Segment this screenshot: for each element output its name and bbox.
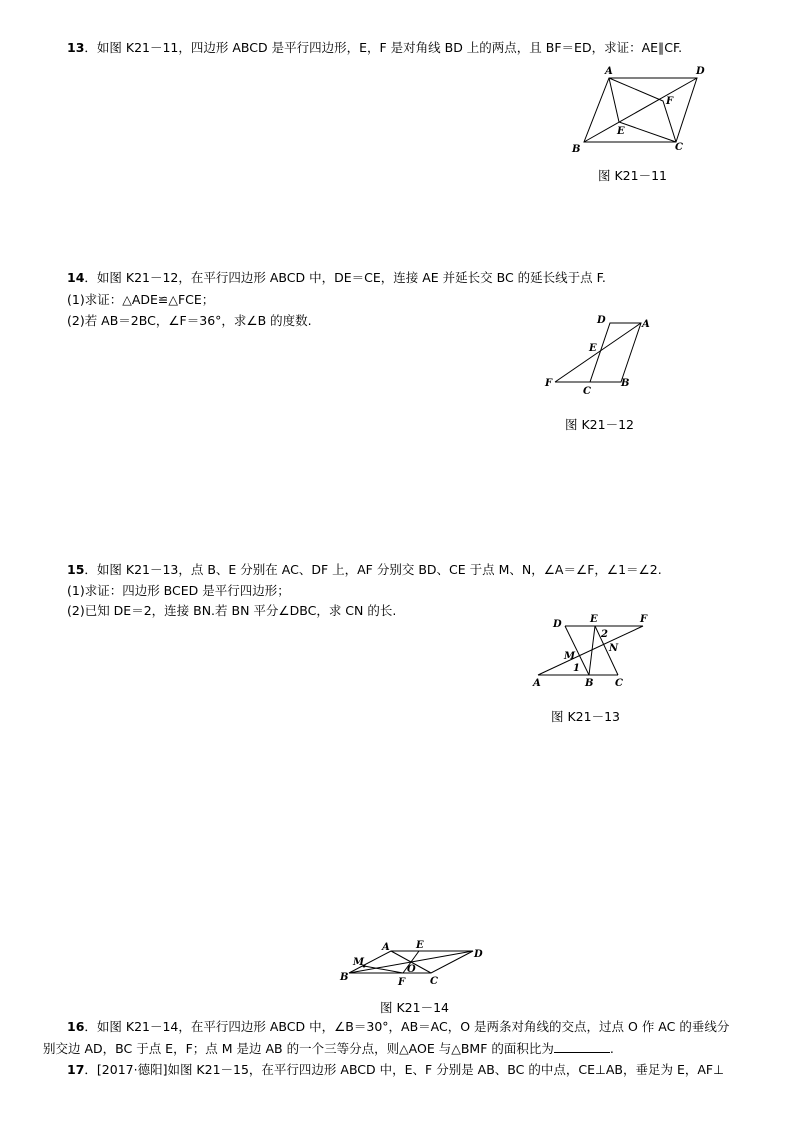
q16-answer-blank[interactable] xyxy=(554,1040,610,1053)
q16-statement-1: ．如图 K21－14，在平行四边形 ABCD 中，∠B＝30°，AB＝AC，O 是两条对角线的交点，过点 O 作 AC 的垂线分 xyxy=(84,1019,730,1034)
fig14-label-e: E xyxy=(416,940,424,951)
fig14-label-b: B xyxy=(340,972,349,983)
fig14-label-o: O xyxy=(407,964,416,975)
q16-line2 xyxy=(43,1040,614,1057)
q16-line1 xyxy=(67,1019,729,1035)
fig12-label-e: E xyxy=(589,343,597,354)
fig14-label-m: M xyxy=(353,957,365,968)
fig13-label-b: B xyxy=(585,678,594,689)
fig14-label-a: A xyxy=(382,942,390,953)
q15-part1: (1)求证：四边形 BCED 是平行四边形； xyxy=(67,583,290,598)
fig13-label-d: D xyxy=(553,619,562,630)
fig13-label-n: N xyxy=(609,643,619,654)
fig11-label-d: D xyxy=(696,66,705,77)
fig14-label-f: F xyxy=(398,977,406,988)
fig13-label-m: M xyxy=(564,651,576,662)
fig12-label-d: D xyxy=(597,315,606,326)
q16-statement-2: 别交边 AD，BC 于点 E，F；点 M 是边 AB 的一个三等分点，则△AOE 与△BMF 的面积比为 xyxy=(43,1041,554,1056)
fig11-label-f: F xyxy=(666,96,674,107)
fig11-label-c: C xyxy=(675,142,683,153)
q15-part2: (2)已知 DE＝2，连接 BN.若 BN 平分∠DBC，求 CN 的长. xyxy=(67,603,397,618)
fig11-label-a: A xyxy=(605,66,613,77)
q14-part1: (1)求证：△ADE≌△FCE； xyxy=(67,292,215,307)
fig12-label-c: C xyxy=(583,386,591,397)
caption-k21-12: 图 K21－12 xyxy=(565,417,634,432)
q15-number: 15 xyxy=(67,562,85,577)
fig12-label-f: F xyxy=(545,378,553,389)
caption-k21-13: 图 K21－13 xyxy=(551,709,620,724)
q14-number: 14 xyxy=(67,270,85,285)
fig13-label-a: A xyxy=(533,678,541,689)
fig14-label-d: D xyxy=(474,949,483,960)
fig13-label-e: E xyxy=(590,614,598,625)
fig13-label-1: 1 xyxy=(573,663,580,674)
q14-part2: (2)若 AB＝2BC，∠F＝36°，求∠B 的度数. xyxy=(67,313,312,328)
caption-k21-14: 图 K21－14 xyxy=(380,1000,449,1015)
fig11-label-e: E xyxy=(617,126,625,137)
q17-statement: ．[2017·德阳]如图 K21－15，在平行四边形 ABCD 中，E、F 分别是 AB、BC 的中点，CE⊥AB，垂足为 E，AF⊥ xyxy=(84,1062,724,1077)
caption-k21-11: 图 K21－11 xyxy=(598,168,667,183)
q13-statement: ．如图 K21－11，四边形 ABCD 是平行四边形，E，F 是对角线 BD 上的两点，且 BF＝ED，求证：AE∥CF. xyxy=(84,40,683,55)
q14-statement: ．如图 K21－12，在平行四边形 ABCD 中，DE＝CE，连接 AE 并延长交 BC 的延长线于点 F. xyxy=(84,270,606,285)
fig12-label-b: B xyxy=(621,378,630,389)
q13-number: 13 xyxy=(67,40,85,55)
q17-number: 17 xyxy=(67,1062,85,1077)
q16-statement-end: . xyxy=(609,1041,614,1056)
fig13-label-f: F xyxy=(640,614,648,625)
q17-text xyxy=(67,1062,724,1078)
fig12-label-a: A xyxy=(642,319,650,330)
q16-number: 16 xyxy=(67,1019,85,1034)
fig13-label-c: C xyxy=(615,678,623,689)
fig14-label-c: C xyxy=(430,976,438,987)
q15-statement: ．如图 K21－13，点 B、E 分别在 AC、DF 上，AF 分别交 BD、CE 于点 M、N，∠A＝∠F，∠1＝∠2. xyxy=(84,562,662,577)
fig13-label-2: 2 xyxy=(601,629,608,640)
fig11-label-b: B xyxy=(572,144,581,155)
